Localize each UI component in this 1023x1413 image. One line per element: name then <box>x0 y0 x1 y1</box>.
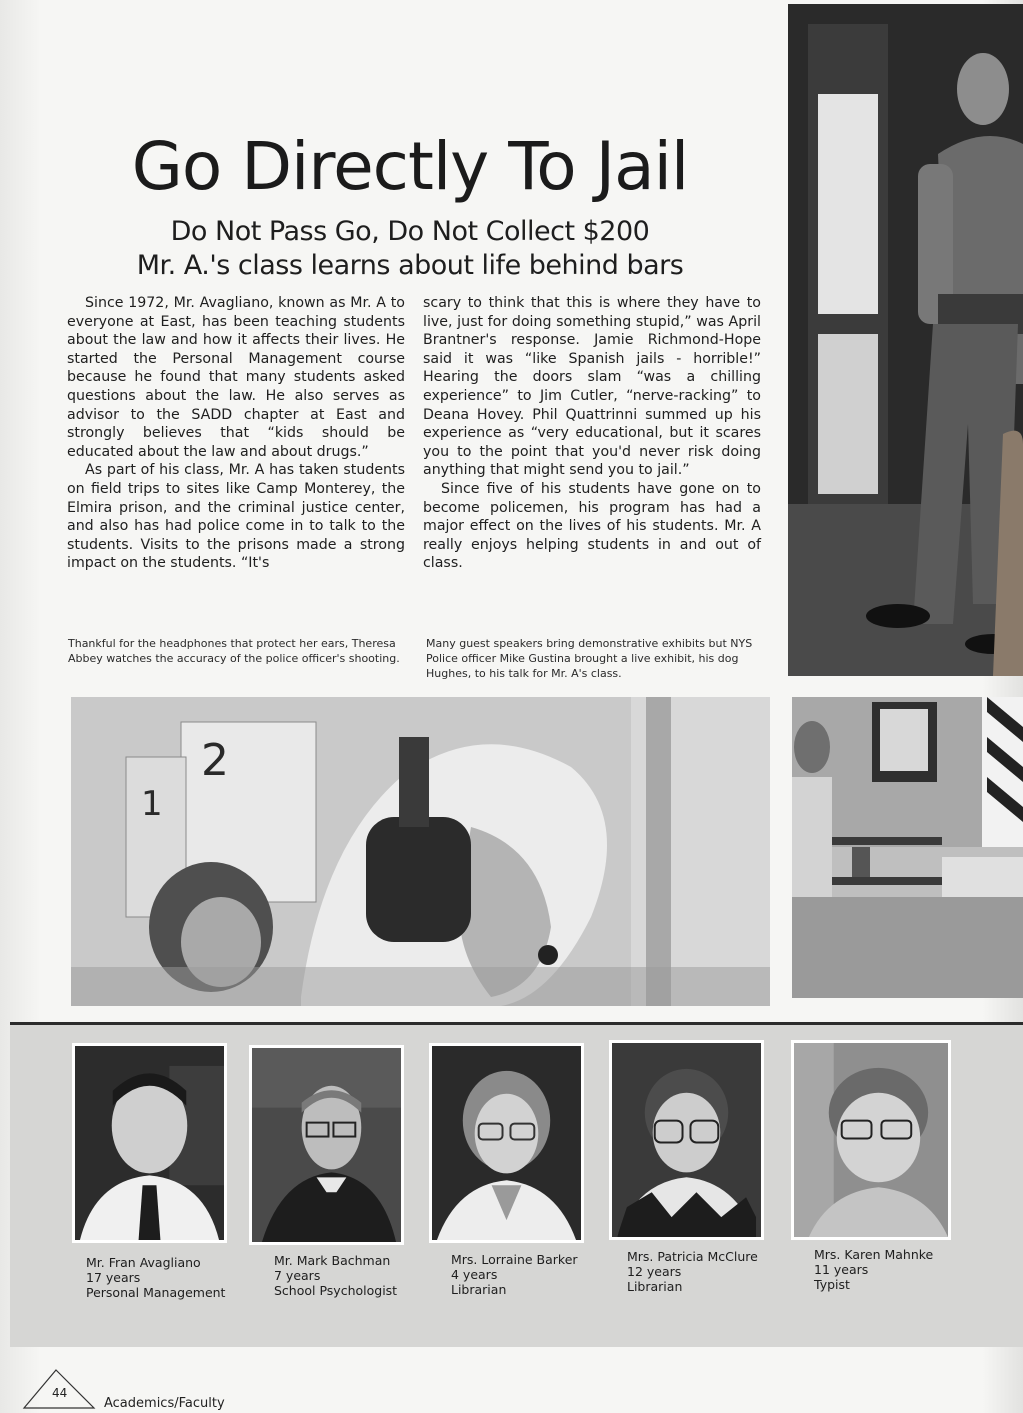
photo-guest-speaker <box>792 697 1023 998</box>
caption-shooting-range: Thankful for the headphones that protect her ears, Theresa Abbey watches the accuracy of the police officer's shooting. <box>68 637 400 665</box>
subtitle-line-1: Do Not Pass Go, Do Not Collect $200 <box>170 216 650 247</box>
article-column-2 <box>423 294 761 573</box>
faculty-role: School Psychologist <box>274 1283 398 1298</box>
faculty-name: Mr. Fran Avagliano <box>86 1255 201 1270</box>
faculty-caption-mcclure <box>627 1249 758 1294</box>
faculty-years: 11 years <box>814 1262 869 1277</box>
faculty-caption-mahnke <box>814 1247 933 1292</box>
faculty-role: Librarian <box>627 1279 683 1294</box>
caption-guest-speaker: Many guest speakers bring demonstrative exhibits but NYS Police officer Mike Gustina brought a live exhibit, his dog Hughes, to his talk for Mr. A's class. <box>426 637 753 680</box>
article-paragraph: As part of his class, Mr. A has taken students on field trips to sites like Camp Monterey, the Elmira prison, and the criminal justice center, and also has had police come in to talk to the students. Visits to the prisons made a strong impact on the students. “It's <box>67 462 405 572</box>
subtitle-line-2: Mr. A.'s class learns about life behind bars <box>136 250 684 281</box>
portrait-bachman <box>249 1045 404 1245</box>
faculty-years: 12 years <box>627 1264 682 1279</box>
faculty-role: Typist <box>814 1277 850 1292</box>
article-paragraph: scary to think that this is where they have to live, just for doing something stupid,” was April Brantner's response. Jamie Richmond-Hope said it was “like Spanish jails - horrible!” Hearing the doors slam “was a chilling experience” to Jim Cutler, “nerve-racking” to Deana Hovey. Phil Quattrinni summed up his experience as “very educational, but it scares you to the point that you'd never risk doing anything that might send you to jail.” <box>423 295 761 479</box>
faculty-name: Mrs. Karen Mahnke <box>814 1247 934 1262</box>
faculty-caption-avagliano <box>86 1255 225 1300</box>
portrait-avagliano <box>72 1043 227 1243</box>
photo-police-officer <box>788 4 1023 676</box>
article-column-1 <box>67 294 405 573</box>
page-title: Go Directly To Jail <box>131 128 689 205</box>
faculty-years: 4 years <box>451 1267 498 1282</box>
faculty-caption-barker <box>451 1252 578 1297</box>
faculty-name: Mrs. Patricia McClure <box>627 1249 758 1264</box>
portrait-barker <box>429 1043 584 1243</box>
page-number: 44 <box>52 1386 68 1400</box>
article-paragraph: Since five of his students have gone on to become policemen, his program has had a major effect on the lives of his students. Mr. A really enjoys helping students in and out of class. <box>423 480 761 572</box>
article-paragraph: Since 1972, Mr. Avagliano, known as Mr. A to everyone at East, has been teaching students about the law and how it affects their lives. He started the Personal Management course because he found that many students asked questions about the law. He also serves as advisor to the SADD chapter at East and strongly believes that “kids should be educated about the law and about drugs.” <box>67 295 405 460</box>
faculty-role: Librarian <box>451 1282 507 1297</box>
lane-number-2: 2 <box>201 735 229 786</box>
lane-number-1: 1 <box>141 784 163 824</box>
section-label: Academics/Faculty <box>104 1396 225 1411</box>
faculty-years: 7 years <box>274 1268 321 1283</box>
faculty-caption-bachman <box>274 1253 397 1298</box>
faculty-name: Mrs. Lorraine Barker <box>451 1252 578 1267</box>
faculty-name: Mr. Mark Bachman <box>274 1253 391 1268</box>
photo-shooting-range <box>71 697 770 1006</box>
portrait-mcclure <box>609 1040 764 1240</box>
portrait-mahnke <box>791 1040 951 1240</box>
faculty-role: Personal Management <box>86 1285 226 1300</box>
faculty-years: 17 years <box>86 1270 141 1285</box>
